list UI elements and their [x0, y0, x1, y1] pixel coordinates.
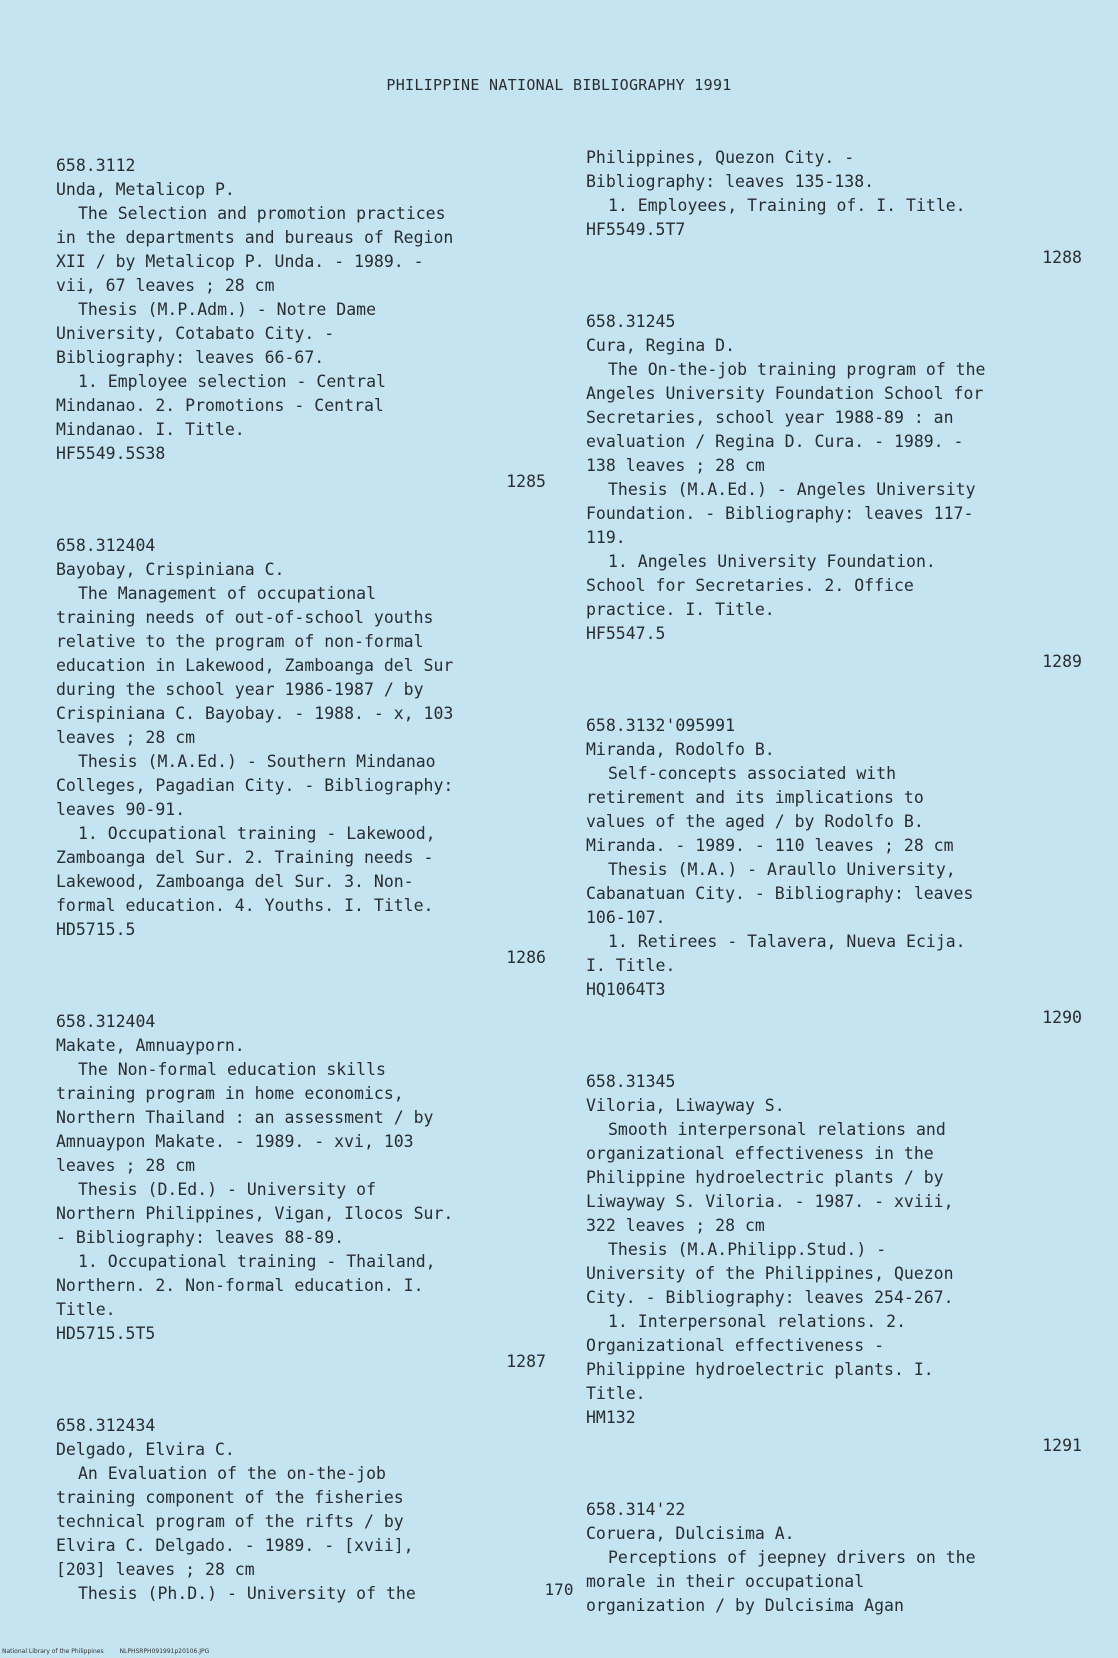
entry-line: Amnuaypon Makate. - 1989. - xvi, 103: [56, 1132, 414, 1151]
entry-line: morale in their occupational: [586, 1572, 865, 1591]
entry-line: Lakewood, Zamboanga del Sur. 3. Non-: [56, 872, 414, 891]
entry-line: vii, 67 leaves ; 28 cm: [56, 276, 275, 295]
entry-spacer: [56, 494, 546, 534]
entry-line: Zamboanga del Sur. 2. Training needs -: [56, 848, 434, 867]
entry-line: 658.3112: [56, 156, 136, 175]
entry-spacer: [56, 970, 546, 1010]
entry-line: Makate, Amnuayporn.: [56, 1036, 245, 1055]
entry-spacer: [56, 1374, 546, 1414]
entry-line: 658.31245: [586, 312, 676, 331]
entry-line: Bibliography: leaves 135-138.: [586, 172, 875, 191]
entry-line: Perceptions of jeepney drivers on the: [608, 1548, 976, 1567]
entry-line: Thesis (D.Ed.) - University of: [78, 1180, 377, 1199]
entry-number: 1290: [1042, 1008, 1082, 1027]
entry-number: 1287: [506, 1352, 546, 1371]
entry-line: HQ1064T3: [586, 980, 666, 999]
entry-line: HF5549.5S38: [56, 444, 166, 463]
entry-line: 1. Interpersonal relations. 2.: [608, 1312, 907, 1331]
entry-line: training component of the fisheries: [56, 1488, 404, 1507]
entry-line: Cabanatuan City. - Bibliography: leaves: [586, 884, 974, 903]
entry-number: 1291: [1042, 1436, 1082, 1455]
entry-line: evaluation / Regina D. Cura. - 1989. -: [586, 432, 964, 451]
entry-line: Liwayway S. Viloria. - 1987. - xviii,: [586, 1192, 954, 1211]
entry-line: Organizational effectiveness -: [586, 1336, 885, 1355]
entry-line: Miranda, Rodolfo B.: [586, 740, 775, 759]
entry-spacer: [586, 270, 1082, 310]
entry-line: Self-concepts associated with: [608, 764, 897, 783]
entry-line: 658.312404: [56, 536, 156, 555]
entry-line: Mindanao. 2. Promotions - Central: [56, 396, 384, 415]
entry-line: Thesis (M.A.Ed.) - Angeles University: [608, 480, 976, 499]
entry-number: 1285: [506, 472, 546, 491]
entry-line: Thesis (M.A.Ed.) - Southern Mindanao: [78, 752, 436, 771]
entry-line: Viloria, Liwayway S.: [586, 1096, 785, 1115]
entry-line: Title.: [586, 1384, 646, 1403]
entry-line: School for Secretaries. 2. Office: [586, 576, 914, 595]
entry-line: 106-107.: [586, 908, 666, 927]
entry-line: XII / by Metalicop P. Unda. - 1989. -: [56, 252, 424, 271]
entry-line: Thesis (M.P.Adm.) - Notre Dame: [78, 300, 377, 319]
entry-line: Philippine hydroelectric plants. I.: [586, 1360, 934, 1379]
entry-line: 138 leaves ; 28 cm: [586, 456, 765, 475]
entry-line: training needs of out-of-school youths: [56, 608, 434, 627]
scan-footer: [2, 1648, 223, 1655]
entry-line: The Non-formal education skills: [78, 1060, 386, 1079]
entry-line: training program in home economics,: [56, 1084, 404, 1103]
entry-line: 658.312404: [56, 1012, 156, 1031]
entry-line: Thesis (Ph.D.) - University of the: [78, 1584, 416, 1603]
entry-line: Angeles University Foundation School for: [586, 384, 984, 403]
entry-line: Elvira C. Delgado. - 1989. - [xvii],: [56, 1536, 414, 1555]
entry-line: Mindanao. I. Title.: [56, 420, 245, 439]
entry-line: University of the Philippines, Quezon: [586, 1264, 954, 1283]
entry-line: Coruera, Dulcisima A.: [586, 1524, 795, 1543]
bibliography-entry: [586, 1070, 1082, 1498]
entry-line: formal education. 4. Youths. I. Title.: [56, 896, 434, 915]
right-column: [586, 146, 1082, 1618]
entry-line: Colleges, Pagadian City. - Bibliography:: [56, 776, 454, 795]
entry-line: Unda, Metalicop P.: [56, 180, 235, 199]
entry-line: I. Title.: [586, 956, 676, 975]
entry-line: Title.: [56, 1300, 116, 1319]
entry-line: 1. Retirees - Talavera, Nueva Ecija.: [608, 932, 966, 951]
entry-number: 1288: [1042, 248, 1082, 267]
left-column: [56, 154, 546, 1606]
entry-line: Crispiniana C. Bayobay. - 1988. - x, 103: [56, 704, 454, 723]
entry-line: 1. Employees, Training of. I. Title.: [608, 196, 966, 215]
entry-line: An Evaluation of the on-the-job: [78, 1464, 386, 1483]
entry-line: HD5715.5: [56, 920, 136, 939]
entry-line: practice. I. Title.: [586, 600, 775, 619]
entry-line: - Bibliography: leaves 88-89.: [56, 1228, 345, 1247]
bibliography-entry: [586, 146, 1082, 310]
bibliography-entry: [586, 310, 1082, 714]
bibliography-entry: [56, 1010, 546, 1414]
entry-line: 1. Occupational training - Thailand,: [78, 1252, 436, 1271]
bibliography-entry: [56, 534, 546, 1010]
entry-line: The Selection and promotion practices: [78, 204, 446, 223]
entry-spacer: [586, 674, 1082, 714]
entry-line: 658.3132'095991: [586, 716, 736, 735]
entry-line: Smooth interpersonal relations and: [608, 1120, 946, 1139]
bibliography-entry: [56, 154, 546, 534]
entry-line: Thesis (M.A.) - Araullo University,: [608, 860, 956, 879]
entry-line: HM132: [586, 1408, 636, 1427]
entry-line: technical program of the rifts / by: [56, 1512, 404, 1531]
entry-line: 658.31345: [586, 1072, 676, 1091]
entry-line: 658.312434: [56, 1416, 156, 1435]
entry-line: 1. Occupational training - Lakewood,: [78, 824, 436, 843]
entry-line: leaves ; 28 cm: [56, 1156, 196, 1175]
entry-line: Cura, Regina D.: [586, 336, 736, 355]
entry-line: 658.314'22: [586, 1500, 686, 1519]
entry-line: [203] leaves ; 28 cm: [56, 1560, 255, 1579]
entry-line: Philippines, Quezon City. -: [586, 148, 855, 167]
entry-line: HF5549.5T7: [586, 220, 686, 239]
bibliography-entry: [586, 1498, 1082, 1618]
entry-spacer: [586, 1030, 1082, 1070]
entry-line: Bibliography: leaves 66-67.: [56, 348, 325, 367]
footer-source: National Library of the Philippines: [2, 1648, 104, 1655]
entry-line: organizational effectiveness in the: [586, 1144, 934, 1163]
entry-line: 1. Angeles University Foundation.: [608, 552, 936, 571]
entry-spacer: [586, 1458, 1082, 1498]
entry-line: Bayobay, Crispiniana C.: [56, 560, 285, 579]
entry-line: HF5547.5: [586, 624, 666, 643]
entry-line: The Management of occupational: [78, 584, 377, 603]
entry-line: Northern Philippines, Vigan, Ilocos Sur.: [56, 1204, 454, 1223]
entry-number: 1289: [1042, 652, 1082, 671]
entry-line: leaves ; 28 cm: [56, 728, 196, 747]
bibliography-entry: [586, 714, 1082, 1070]
entry-line: during the school year 1986-1987 / by: [56, 680, 424, 699]
entry-line: Miranda. - 1989. - 110 leaves ; 28 cm: [586, 836, 954, 855]
entry-line: Northern Thailand : an assessment / by: [56, 1108, 434, 1127]
entry-line: Delgado, Elvira C.: [56, 1440, 235, 1459]
entry-number: 1286: [506, 948, 546, 967]
entry-line: HD5715.5T5: [56, 1324, 156, 1343]
entry-line: in the departments and bureaus of Region: [56, 228, 454, 247]
entry-line: City. - Bibliography: leaves 254-267.: [586, 1288, 954, 1307]
entry-line: The On-the-job training program of the: [608, 360, 986, 379]
page-header: PHILIPPINE NATIONAL BIBLIOGRAPHY 1991: [386, 76, 732, 94]
entry-line: 1. Employee selection - Central: [78, 372, 386, 391]
entry-line: organization / by Dulcisima Agan: [586, 1596, 904, 1615]
entry-line: Secretaries, school year 1988-89 : an: [586, 408, 954, 427]
entry-line: 119.: [586, 528, 626, 547]
entry-line: education in Lakewood, Zamboanga del Sur: [56, 656, 454, 675]
page-number: 170: [544, 1580, 574, 1599]
entry-line: 322 leaves ; 28 cm: [586, 1216, 765, 1235]
entry-line: University, Cotabato City. -: [56, 324, 335, 343]
entry-line: relative to the program of non-formal: [56, 632, 424, 651]
entry-line: Philippine hydroelectric plants / by: [586, 1168, 944, 1187]
entry-line: leaves 90-91.: [56, 800, 186, 819]
entry-line: Thesis (M.A.Philipp.Stud.) -: [608, 1240, 887, 1259]
bibliography-entry: [56, 1414, 546, 1606]
entry-line: retirement and its implications to: [586, 788, 924, 807]
entry-line: Foundation. - Bibliography: leaves 117-: [586, 504, 974, 523]
entry-line: Northern. 2. Non-formal education. I.: [56, 1276, 424, 1295]
entry-line: values of the aged / by Rodolfo B.: [586, 812, 924, 831]
footer-file: NLPHSRPH091991p20106.JPG: [119, 1648, 210, 1655]
